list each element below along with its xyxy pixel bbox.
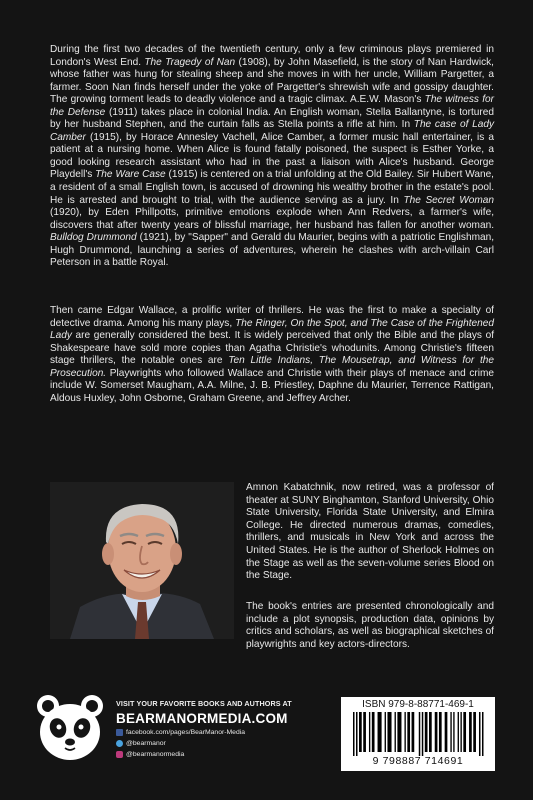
intro-p1-segment: The Ware Case: [95, 169, 166, 181]
barcode-bar: [372, 712, 375, 752]
author-bio: Amnon Kabatchnik, now retired, was a professor of theater at SUNY Binghamton, Stanford University, Ohio State University, Florida State University, and Elmira College. He directed numerous dramas, comedies, thrillers, and musicals in New York and across the United States. He is the author of Sherlock Holmes on the Stage as well as the seven-volume series Blood on the Stage.: [246, 482, 494, 582]
barcode-bar: [463, 712, 466, 752]
facebook-icon: [116, 729, 123, 736]
barcode-bar: [482, 712, 484, 756]
barcode-bar: [397, 712, 401, 752]
barcode-bar: [412, 712, 415, 752]
barcode-bar: [458, 712, 459, 752]
barcode-bar: [385, 712, 386, 752]
barcode-bar: [479, 712, 481, 756]
intro-p1-segment: (1911) takes place in colonial India. An English woman, Stella Ballantyne, is tortured by her husband Stephen, and the curtain falls as Stella points a rifle at him. In: [50, 106, 495, 131]
barcode-block: [341, 697, 495, 771]
facebook-text: facebook.com/pages/BearManor-Media: [126, 729, 246, 736]
barcode-bar: [407, 712, 410, 752]
intro-p1-segment: During the first two decades of the twentieth century, only a few criminous plays premiered in London's West End.: [50, 44, 494, 68]
intro-p2-segment: Then came Edgar Wallace, a prolific writer of thrillers. He was the first to make a specialty of detective drama. Among his many plays,: [50, 305, 494, 329]
barcode-bar: [453, 712, 454, 752]
isbn-text: ISBN 979-8-88771-469-1: [362, 699, 474, 710]
barcode-bar: [363, 712, 366, 752]
twitter-text: @bearmanor: [126, 740, 166, 747]
barcode-bar: [378, 712, 382, 752]
intro-p1-segment: The case of Lady Camber: [50, 119, 494, 143]
intro-p1-segment: (1908), by John Masefield, is the story of Nan Hardwick, whose father was hung for stealing sheep and she moves in with her uncle, William Pargetter, a farmer. Soon Nan finds herself under the yoke of Pargetter's shrewish wife and gossipy daughter. The growing torment leads to deadly violence and a tragic climax. A.E.W. Mason's: [50, 56, 494, 106]
barcode-bars: [353, 712, 485, 756]
intro-p1-segment: (1921), by "Sapper" and Gerald du Maurier, begins with a patriotic Englishman, Hugh Drummond, launching a series of adventures, wherein he clashes with arch-villain Carl Peterson in a battle Royal.: [50, 232, 495, 269]
panda-bear-logo: [34, 692, 106, 764]
barcode-bar: [359, 712, 362, 752]
barcode-bar: [439, 712, 442, 752]
intro-paragraph-2: [50, 305, 494, 405]
barcode-bar: [425, 712, 428, 752]
barcode-bar: [445, 712, 448, 752]
intro-p1-segment: (1915) is centered on a trial unfolding at the Old Bailey. Sir Hubert Wane, a resident of a small English town, is accused of drowning his wealthy brother in the estate's pool. He is arrested and brought to trial, with the audience serving as a jury. In: [50, 169, 494, 206]
barcode-bar: [369, 712, 370, 752]
barcode-bar: [387, 712, 391, 752]
intro-p1-segment: Bulldog Drummond: [50, 232, 137, 244]
barcode-number: 9 798887 714691: [372, 755, 464, 767]
intro-p1-segment: The Secret Woman: [403, 194, 494, 206]
barcode-bar: [419, 712, 421, 756]
intro-paragraph-1: [50, 44, 494, 270]
intro-p2-segment: are generally considered the best. It is widely perceived that only the Bible and the plays of Shakespeare have sold more copies than Agatha Christie's whodunits. Among Christie's fifteen stage thrillers, the notable ones are: [50, 330, 494, 367]
visit-text: VISIT YOUR FAVORITE BOOKS AND AUTHORS AT: [116, 699, 292, 708]
barcode-bar: [404, 712, 405, 752]
barcode-bar: [450, 712, 451, 752]
intro-p1-segment: The witness for the Defense: [50, 94, 494, 118]
instagram-icon: [116, 751, 123, 758]
instagram-text: @bearmanormedia: [126, 751, 185, 758]
barcode-bar: [356, 712, 358, 756]
twitter-icon: [116, 740, 123, 747]
intro-p2-segment: Ten Little Indians, The Mousetrap, and Witness for the Prosecution.: [50, 355, 494, 379]
twitter-link[interactable]: [116, 740, 166, 747]
barcode-bar: [473, 712, 476, 752]
author-photo: [50, 482, 234, 639]
intro-p2-segment: The Ringer, On the Spot, and The Case of the Frightened Lady: [50, 317, 494, 342]
facebook-link[interactable]: [116, 729, 245, 736]
instagram-link[interactable]: [116, 751, 184, 758]
barcode-bar: [469, 712, 472, 752]
barcode-bar: [353, 712, 355, 756]
barcode-bar: [460, 712, 461, 752]
intro-p1-segment: (1915), by Horace Annesley Vachell, Alice Camber, a former music hall entertainer, is a patient at a nursing home. When Alice is found fatally poisoned, the suspect is Esther Yorke, a good looking research assistant who had in the past a liaison with Alice's husband. George Playdell's: [50, 131, 494, 181]
publisher-website[interactable]: BEARMANORMEDIA.COM: [116, 711, 288, 726]
barcode-bar: [422, 712, 424, 756]
book-description: The book's entries are presented chronologically and include a plot synopsis, production data, opinions by critics and scholars, as well as biographical sketches of playwrights and key actors-directors.: [246, 601, 494, 650]
intro-p1-segment: (1920), by Eden Phillpotts, primitive emotions explode when Ann Redvers, a farmer's wife, discovers that after twenty years of blissful marriage, her husband has fallen for another woman.: [50, 207, 494, 231]
intro-p1-segment: The Tragedy of Nan: [144, 56, 236, 68]
intro-p2-segment: Playwrights who followed Wallace and Christie with their plays of menace and crime include W. Somerset Maugham, A.A. Milne, J. B. Priestley, Daphne du Maurier, Terrence Rattigan, Aldous Huxley, John Osborne, Graham Greene, and Jeffrey Archer.: [50, 367, 494, 404]
barcode-bar: [429, 712, 432, 752]
barcode-bar: [435, 712, 438, 752]
barcode-bar: [395, 712, 396, 752]
